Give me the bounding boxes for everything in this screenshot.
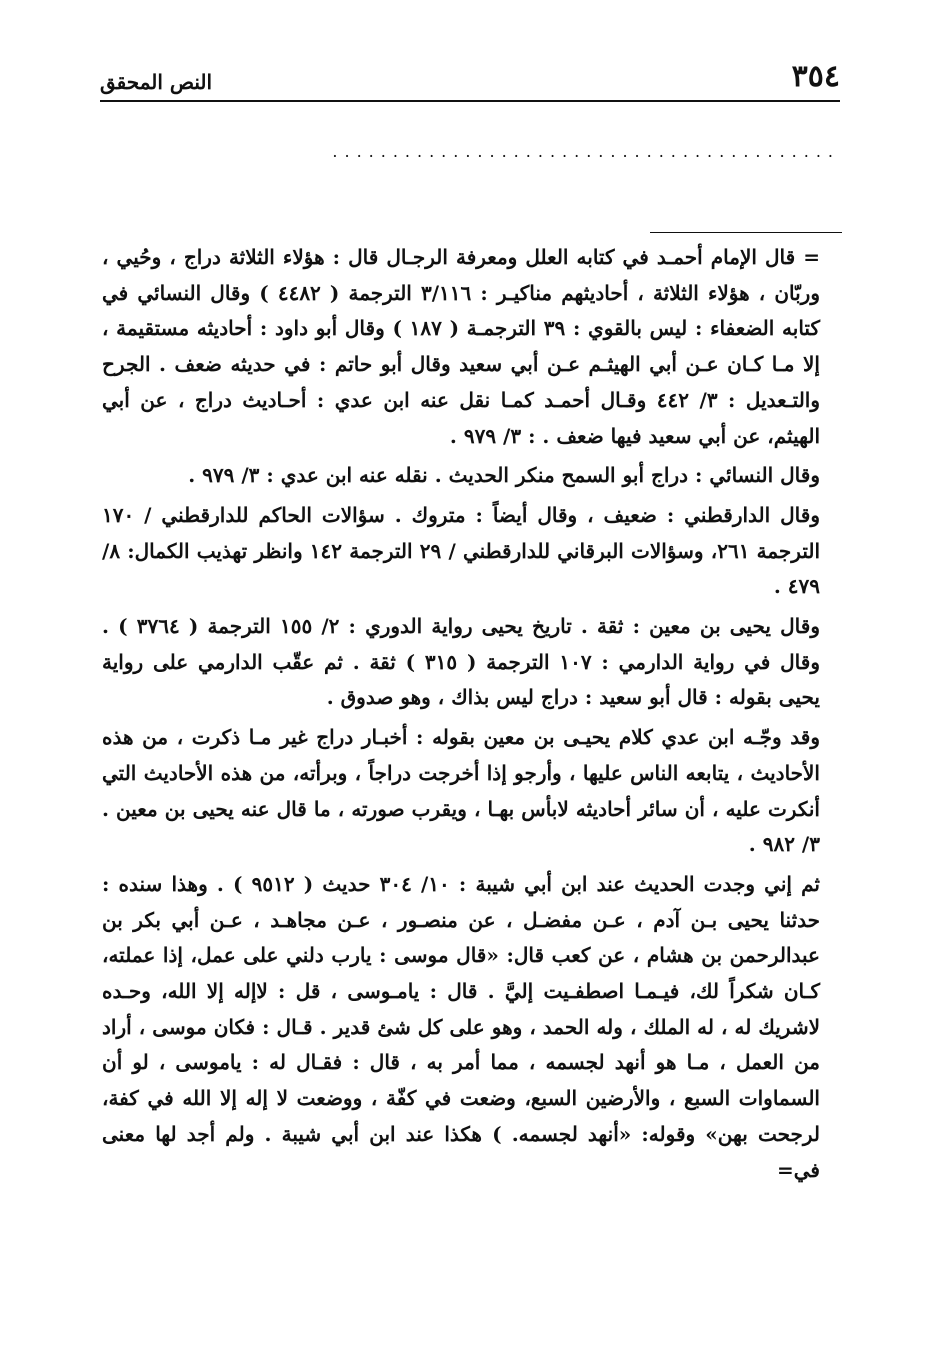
footnote-rule	[650, 232, 842, 233]
footnote-paragraph: وقد وجّـه ابن عدي كلام يحيـى بن معين بقوله : أخبـار دراج غير مـا ذكرت ، من هذه الأحاديث ، يتابعه الناس عليها ، وأرجو إذا أخرجت دراجاً ، وبرأته، من هذه الأحاديث التي أنكرت عليه ، أن سائر أحاديثه لابأس بهـا ، ويقرب صورته ، ما قال عنه يحيى بن معين . ٣/ ٩٨٢ .	[102, 725, 820, 857]
footnote-paragraph: وقال الدارقطني : ضعيف ، وقال أيضاً : متروك . سؤالات الحاكم للدارقطني / ١٧٠ الترجمة ٢٦١، وسؤالات البرقاني للدارقطني / ٢٩ الترجمة ١٤٢ وانظر تهذيب الكمال: ٨/ ٤٧٩ .	[102, 502, 821, 599]
page-header	[100, 58, 840, 102]
dotted-separator: ..........................................	[332, 142, 840, 161]
footnote-paragraph: وقال النسائي : دراج أبو السمح منكر الحديث . نقله عنه ابن عدي : ٣/ ٩٧٩ .	[188, 463, 820, 488]
footnotes	[102, 240, 820, 1192]
page-number: ٣٥٤	[791, 59, 840, 94]
footnote-paragraph: = قال الإمام أحمـد في كتابه العلل ومعرفة الرجـال قال : هؤلاء الثلاثة دراج ، وحُيي ، وربّان ، هؤلاء الثلاثة ، أحاديثهم مناكيـر : ٣/١١٦ الترجمة ( ٤٤٨٢ ) وقال النسائي في كتابه الضعفاء : ليس بالقوي : ٣٩ الترجمـة ( ١٨٧ ) وقال أبو داود : أحاديثه مستقيمة ، إلا مـا كـان عـن أبي الهيثـم عـن أبي سعيد وقال أبو حاتم : في حديثه ضعف . الجرح والتـعديل : ٣/ ٤٤٢ وقـال أحمـد كمـا نقل عنه ابن عدي : أحـاديث دراج ، عن أبي الهيثم، عن أبي سعيد فيها ضعف . : ٣/ ٩٧٩ .	[102, 245, 820, 448]
footnote-paragraph: ثم إني وجدت الحديث عند ابن أبي شيبة : ١٠/ ٣٠٤ حديث ( ٩٥١٢ ) . وهذا سنده : حدثنا يحيى بـن آدم ، عـن مفضـل ، عن منصـور ، عـن مجاهـد ، عـن أبي بكر بن عبدالرحمن بن هشام ، عن كعب قال: «قال موسى : يارب دلني على عمل، إذا عملته، كـان شكراً لك، فيـمـا اصطفـيت إليَّ . قال : يامـوسى ، قل : لاإله إلا الله، وحـده لاشريك له ، له الملك ، وله الحمد ، وهو على كل شئ قدير . قـال : فكان موسى ، أراد من العمل ، مـا هو أنهد لجسمه ، مما أمر به ، قال : فقـال له : ياموسى ، لو أن السماوات السبع ، والأرضين السبع، وضعت في كفّة ، ووضعت لا إله إلا الله في كفة، لرجحت بهن» وقوله: «أنهد لجسمه. ) هكذا عند ابن أبي شيبة . ولم أجد لها معنى في=	[102, 871, 821, 1182]
footnote-paragraph: وقال يحيى بن معين : ثقة . تاريخ يحيى رواية الدوري : ٢/ ١٥٥ الترجمة ( ٣٧٦٤ ) . وقال في رواية الدارمي : ١٠٧ الترجمة ( ٣١٥ ) ثقة . ثم عقّب الدارمي على رواية يحيى بقوله : قال أبو سعيد : دراج ليس بذاك ، وهو صدوق .	[102, 614, 820, 710]
running-title: النص المحقق	[100, 70, 213, 94]
